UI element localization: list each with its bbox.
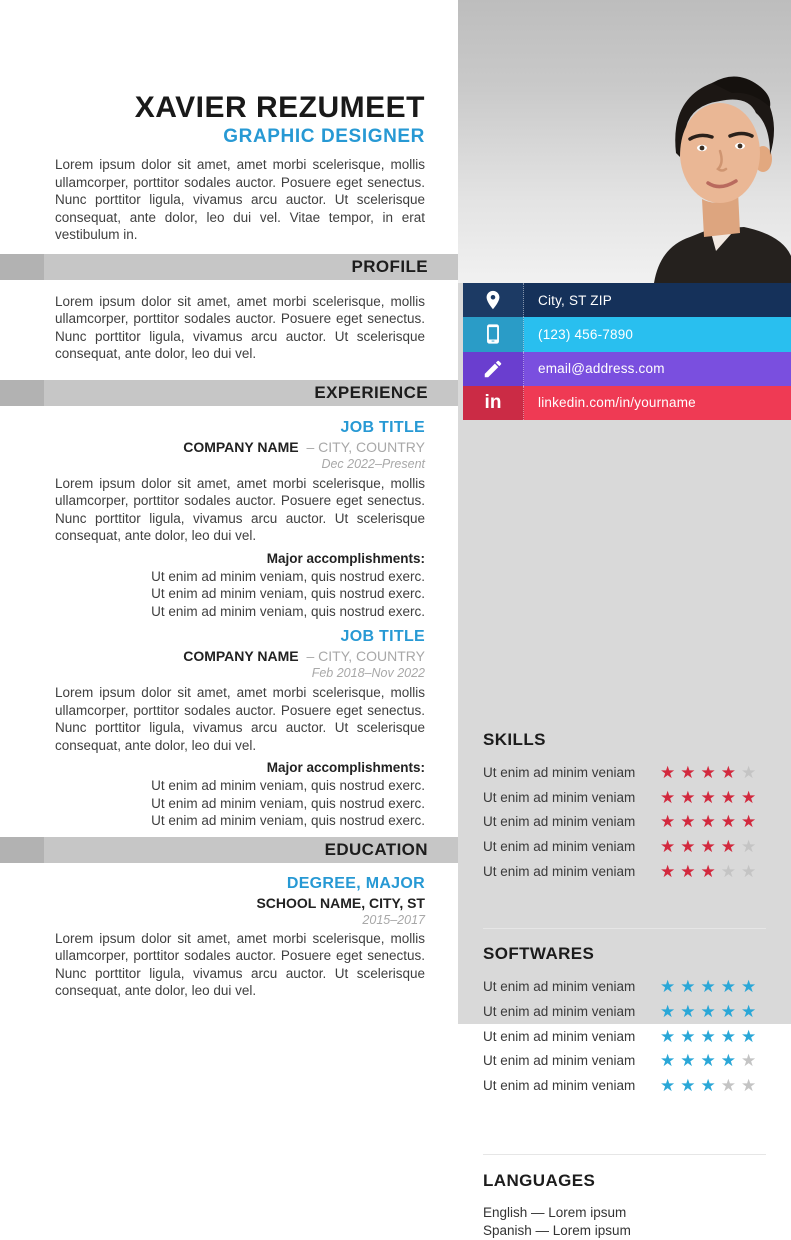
- languages-heading: LANGUAGES: [483, 1170, 596, 1190]
- section-header-experience: [0, 380, 458, 406]
- skill-label: Ut enim ad minim veniam: [483, 814, 636, 830]
- accomplishments-label: Major accomplishments:: [266, 760, 425, 775]
- software-item: [483, 999, 766, 1024]
- star-rating: ★ ★ ★ ★ ★: [660, 1051, 757, 1071]
- contact-text: City, ST ZIP: [538, 292, 612, 308]
- profile-paragraph: Lorem ipsum dolor sit amet, amet morbi scelerisque, mollis ullamcorper, porttitor sodales auctor. Posuere eget senectus. Nunc porttitor ligula, vivamus arcu auctor. Ut scelerisque consequat, ante dolor, leo dui vel.: [55, 293, 425, 361]
- section-title: PROFILE: [351, 256, 428, 276]
- softwares-heading: SOFTWARES: [483, 944, 595, 964]
- experience-entry-header: [55, 626, 425, 681]
- pencil-icon: [463, 352, 524, 386]
- skill-item: [483, 785, 766, 810]
- school-name: SCHOOL NAME, CITY, ST: [256, 894, 425, 911]
- company-location: – CITY, COUNTRY: [306, 438, 425, 455]
- phone-icon: [463, 317, 524, 351]
- education-description: Lorem ipsum dolor sit amet, amet morbi scelerisque, mollis ullamcorper, porttitor sodales auctor. Posuere eget senectus. Nunc porttitor ligula, vivamus arcu auctor. Ut scelerisque consequat, ante dolor, leo dui vel.: [55, 930, 425, 998]
- skill-label: Ut enim ad minim veniam: [483, 863, 636, 879]
- contact-row-location[interactable]: [463, 283, 791, 317]
- job-dates: Feb 2018–Nov 2022: [311, 666, 425, 680]
- language-item: English — Lorem ipsum: [483, 1204, 627, 1220]
- star-rating: ★ ★ ★ ★ ★: [660, 1076, 757, 1096]
- skill-item: [483, 859, 766, 884]
- skill-label: Ut enim ad minim veniam: [483, 764, 636, 780]
- intro-paragraph: Lorem ipsum dolor sit amet, amet morbi scelerisque, mollis ullamcorper, porttitor sodales auctor. Posuere eget senectus. Nunc porttitor ligula, vivamus arcu auctor. Ut scelerisque consequat, ante dolor, leo dui vel. Vitae tempor, in erat vestibulum in.: [55, 157, 425, 242]
- star-rating: ★ ★ ★ ★ ★: [660, 836, 757, 856]
- star-rating: ★ ★ ★ ★ ★: [660, 762, 757, 782]
- company-line: [55, 438, 425, 456]
- software-item: [483, 1024, 766, 1049]
- softwares-list: [483, 974, 766, 1097]
- accomplishment-item: Ut enim ad minim veniam, quis nostrud exerc.: [151, 568, 425, 584]
- language-item: Spanish — Lorem ipsum: [483, 1222, 631, 1238]
- linkedin-icon: in: [463, 386, 524, 420]
- skill-item: [483, 809, 766, 834]
- accomplishment-item: Ut enim ad minim veniam, quis nostrud exerc.: [151, 603, 425, 619]
- location-pin-icon: [463, 283, 524, 317]
- software-label: Ut enim ad minim veniam: [483, 1078, 636, 1094]
- education-entry-header: [55, 873, 425, 928]
- person-job-title: GRAPHIC DESIGNER: [223, 126, 425, 147]
- software-label: Ut enim ad minim veniam: [483, 1053, 636, 1069]
- company-name: COMPANY NAME: [183, 438, 299, 455]
- education-dates: 2015–2017: [362, 912, 425, 927]
- experience-entry: [55, 417, 425, 621]
- accomplishment-item: Ut enim ad minim veniam, quis nostrud exerc.: [151, 813, 425, 828]
- section-header-profile: [0, 254, 458, 280]
- section-bar-accent: [0, 380, 44, 406]
- star-rating: ★ ★ ★ ★ ★: [660, 787, 757, 807]
- star-rating: ★ ★ ★ ★ ★: [660, 1026, 757, 1046]
- section-bar-accent: [0, 254, 44, 280]
- profile-photo: [458, 0, 791, 283]
- accomplishment-item: Ut enim ad minim veniam, quis nostrud exerc.: [151, 778, 425, 793]
- software-item: [483, 974, 766, 999]
- contact-text: email@address.com: [538, 361, 665, 377]
- star-rating: ★ ★ ★ ★ ★: [660, 812, 757, 832]
- section-title: EXPERIENCE: [314, 382, 428, 402]
- skills-list: [483, 760, 766, 883]
- portrait-illustration: [616, 51, 791, 283]
- skill-item: [483, 760, 766, 785]
- accomplishments-label: Major accomplishments:: [266, 550, 425, 566]
- job-dates: Dec 2022–Present: [321, 456, 425, 471]
- star-rating: ★ ★ ★ ★ ★: [660, 861, 757, 881]
- star-rating: ★ ★ ★ ★ ★: [660, 1001, 757, 1021]
- section-header-education: [0, 837, 458, 863]
- experience-entry: [55, 626, 425, 830]
- contact-block: [458, 283, 791, 420]
- contact-text: (123) 456-7890: [538, 326, 634, 342]
- job-title: JOB TITLE: [340, 418, 425, 436]
- main-column: [0, 0, 458, 1024]
- contact-row-email[interactable]: [463, 352, 791, 386]
- software-label: Ut enim ad minim veniam: [483, 1028, 636, 1044]
- company-location: – CITY, COUNTRY: [306, 648, 425, 664]
- experience-entry-header: [55, 417, 425, 472]
- degree-title: DEGREE, MAJOR: [286, 874, 425, 892]
- accomplishment-item: Ut enim ad minim veniam, quis nostrud exerc.: [151, 795, 425, 811]
- identity-header: [0, 0, 458, 149]
- contact-row-phone[interactable]: [463, 317, 791, 351]
- person-name: XAVIER REZUMEET: [134, 91, 425, 124]
- education-entry: [55, 873, 425, 1000]
- software-item: [483, 1049, 766, 1074]
- skills-section: [458, 703, 791, 1240]
- job-description: Lorem ipsum dolor sit amet, amet morbi scelerisque, mollis ullamcorper, porttitor sodales auctor. Posuere eget senectus. Nunc porttitor ligula, vivamus arcu auctor. Ut scelerisque consequat, ante dolor, leo dui vel.: [55, 475, 425, 543]
- software-label: Ut enim ad minim veniam: [483, 1003, 636, 1019]
- sidebar-column: [458, 0, 791, 1238]
- section-title: EDUCATION: [324, 839, 428, 859]
- star-rating: ★ ★ ★ ★ ★: [660, 977, 757, 997]
- skill-item: [483, 834, 766, 859]
- contact-row-linkedin[interactable]: [463, 386, 791, 420]
- accomplishment-item: Ut enim ad minim veniam, quis nostrud exerc.: [151, 586, 425, 601]
- software-item: [483, 1073, 766, 1098]
- skills-heading: SKILLS: [483, 730, 546, 749]
- job-title: JOB TITLE: [340, 628, 425, 645]
- company-line: [55, 647, 425, 665]
- skill-label: Ut enim ad minim veniam: [483, 838, 636, 854]
- accomplishments: [55, 550, 425, 621]
- software-label: Ut enim ad minim veniam: [483, 979, 636, 995]
- section-bar-accent: [0, 837, 44, 863]
- company-name: COMPANY NAME: [183, 648, 299, 664]
- languages-list: [483, 1204, 766, 1240]
- contact-text: linkedin.com/in/yourname: [538, 395, 696, 411]
- job-description: Lorem ipsum dolor sit amet, amet morbi scelerisque, mollis ullamcorper, porttitor sodales auctor. Posuere eget senectus. Nunc porttitor ligula, vivamus arcu auctor. Ut scelerisque consequat, ante dolor, leo dui vel.: [55, 685, 425, 753]
- accomplishments: [55, 759, 425, 830]
- skill-label: Ut enim ad minim veniam: [483, 789, 636, 805]
